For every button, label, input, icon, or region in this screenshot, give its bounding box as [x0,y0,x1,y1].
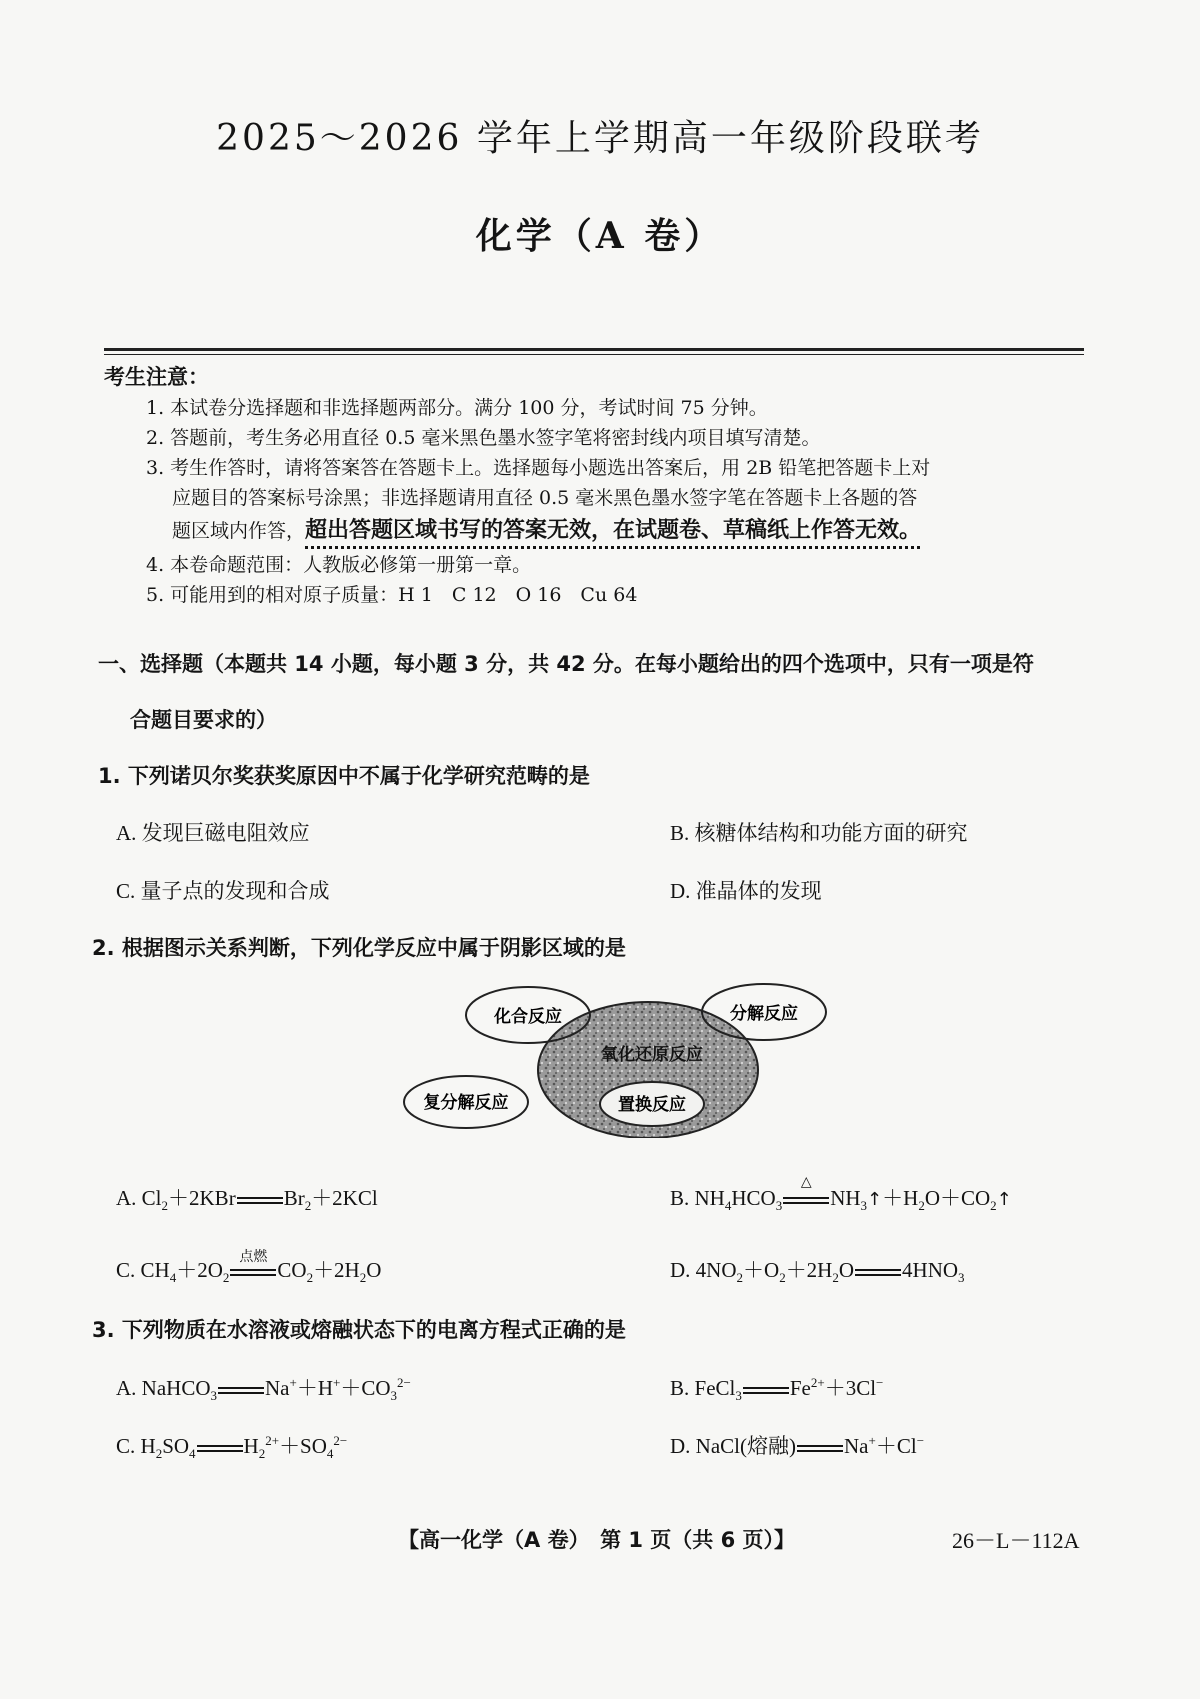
question-1-option-d: D. 准晶体的发现 [670,879,822,903]
option-letter: B. [670,1376,690,1400]
question-2-stem: 2. 根据图示关系判断，下列化学反应中属于阴影区域的是 [92,936,626,960]
option-letter: A. [116,1186,137,1210]
notice-item-2: 2. 答题前，考生务必用直径 0.5 毫米黑色墨水签字笔将密封线内项目填写清楚。 [146,427,821,449]
gas-up-arrow-icon: ↑ [867,1189,883,1210]
notice-item-3-line-2: 应题目的答案标号涂黑；非选择题请用直径 0.5 毫米黑色墨水签字笔在答题卡上各题的答 [172,487,918,509]
reaction-type-venn-diagram [400,978,840,1138]
section-1-header-line-2: 合题目要求的） [130,708,277,732]
divider-thin [104,354,1084,355]
redox-label: 氧化还原反应 [601,1045,703,1065]
option-letter: A. [116,1376,137,1400]
question-1-option-a: A. 发现巨磁电阻效应 [116,821,310,845]
subject-title: 化学（A 卷） [475,215,725,257]
notice-item-3-line-3 [172,513,921,544]
option-letter: B. [670,1186,690,1210]
question-1-stem: 1. 下列诺贝尔奖获奖原因中不属于化学研究范畴的是 [98,764,590,788]
question-2-option-a: A. $Cl_2+2KBr$ $Br_2+2KCl$ [116,1186,378,1214]
equals-arrow [237,1190,283,1210]
gas-up-arrow-icon: ↑ [996,1189,1012,1210]
question-3-stem: 3. 下列物质在水溶液或熔融状态下的电离方程式正确的是 [92,1318,626,1342]
divider-thick [104,348,1084,351]
double-decomposition-label: 复分解反应 [423,1093,509,1113]
section-1-header-line-1: 一、选择题（本题共 14 小题，每小题 3 分，共 42 分。在每小题给出的四个选项中，只有一项是符 [98,652,1034,676]
notice-item-3-line-1: 3. 考生作答时，请将答案答在答题卡上。选择题每小题选出答案后，用 2B 铅笔把答题卡上对 [146,457,931,479]
state-annotation: (熔融) [740,1434,796,1458]
question-3-option-c: C. $H_2SO_4$ $H_2^{2+}+SO_4^{2-}$ [116,1433,348,1462]
notice-item-5: 5. 可能用到的相对原子质量：H 1 C 12 O 16 Cu 64 [146,584,638,606]
question-3-option-a: A. NaHCO$_3$ $Na^++H^++CO_3^{2-}$ [116,1375,411,1404]
paper-code: 26－L－112A [952,1528,1080,1553]
equals-arrow [218,1380,264,1400]
question-1-option-c: C. 量子点的发现和合成 [116,879,330,903]
question-3-option-d: D. NaCl(熔融) Na+＋Cl− [670,1433,925,1458]
question-3-option-b: B. FeCl$_3$ $Fe^{2+}+3Cl^-$ [670,1375,884,1404]
option-letter: D. [670,1434,691,1458]
heat-condition: △ [800,1175,812,1191]
equals-arrow [855,1262,901,1282]
notice-item-4: 4. 本卷命题范围：人教版必修第一册第一章。 [146,554,532,576]
question-1-option-b: B. 核糖体结构和功能方面的研究 [670,821,968,845]
notice-item-3-plain: 题区域内作答， [172,520,306,542]
option-letter: C. [116,1434,136,1458]
question-2-option-c: C. $CH_4+2O_2$ 点燃 $CO_2+2H_2O$ [116,1254,381,1286]
notice-heading: 考生注意： [104,364,209,389]
notice-item-1: 1. 本试卷分选择题和非选择题两部分。满分 100 分，考试时间 75 分钟。 [146,397,768,419]
combination-label: 化合反应 [494,1007,562,1027]
notice-item-3-emphasis: 超出答题区域书写的答案无效，在试题卷、草稿纸上作答无效。 [305,518,922,543]
question-2-option-d: D. $4NO_2+O_2+2H_2O$ $4HNO_3$ [670,1258,965,1286]
question-2-option-b: B. $NH_4HCO_3$ △ $NH_3↑+H_2O+CO_2↑$ [670,1175,1012,1214]
exam-title: 2025～2026 学年上学期高一年级阶段联考 [216,118,984,159]
option-letter: C. [116,1258,136,1282]
equals-arrow [197,1438,243,1458]
page-footer: 【高一化学（A 卷） 第 1 页（共 6 页）】 [398,1528,796,1552]
ignite-condition: 点燃 [239,1250,268,1266]
equals-arrow [797,1438,843,1458]
equals-arrow [743,1380,789,1400]
decomposition-label: 分解反应 [730,1004,798,1024]
option-letter: D. [670,1258,691,1282]
heat-arrow [783,1175,829,1210]
displacement-label: 置换反应 [618,1095,686,1115]
ignite-arrow [230,1250,276,1282]
